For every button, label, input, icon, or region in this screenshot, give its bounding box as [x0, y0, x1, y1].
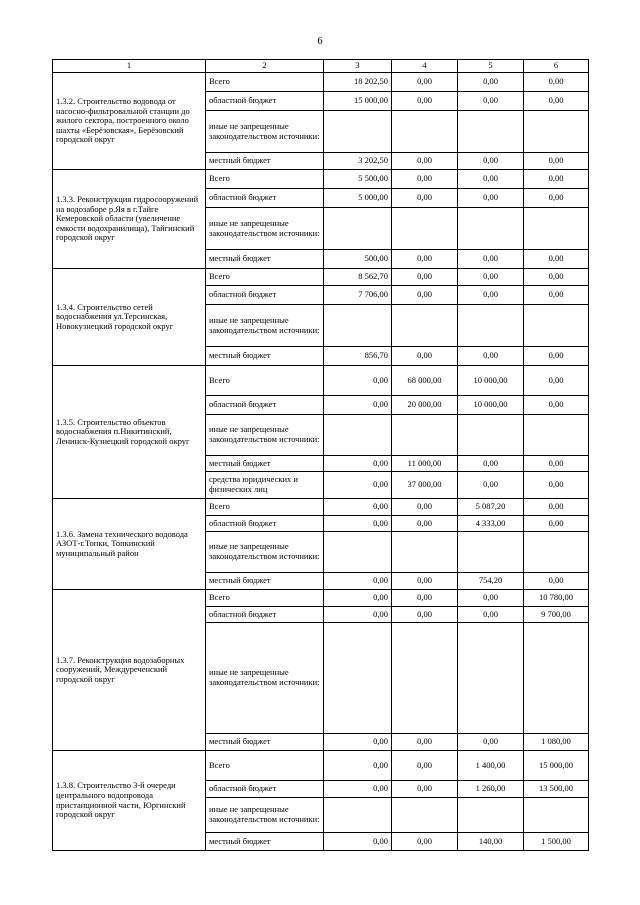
amount-cell: 0,00: [392, 286, 458, 305]
amount-cell: [458, 305, 524, 347]
amount-cell: [324, 623, 392, 734]
amount-cell: 0,00: [458, 734, 524, 751]
project-title: 1.3.5. Строительство объектов водоснабжения п.Никитинский, Ленинск-Кузнецкий городской округ: [53, 366, 206, 499]
amount-cell: 0,00: [458, 286, 524, 305]
amount-cell: 0,00: [392, 153, 458, 170]
amount-cell: [324, 532, 392, 573]
funding-source-cell: областной бюджет: [206, 607, 324, 623]
amount-cell: 0,00: [458, 269, 524, 286]
amount-cell: 0,00: [324, 456, 392, 472]
amount-cell: 3 202,50: [324, 153, 392, 170]
amount-cell: [524, 798, 589, 833]
amount-cell: 0,00: [324, 396, 392, 415]
amount-cell: 0,00: [524, 456, 589, 472]
amount-cell: [524, 111, 589, 153]
amount-cell: 0,00: [324, 516, 392, 532]
amount-cell: 0,00: [392, 250, 458, 269]
amount-cell: 0,00: [524, 347, 589, 366]
amount-cell: [524, 623, 589, 734]
amount-cell: [392, 623, 458, 734]
funding-source-cell: местный бюджет: [206, 573, 324, 590]
funding-source-cell: иные не запрещенные законодательством источники:: [206, 111, 324, 153]
column-number-header: 3: [324, 60, 392, 73]
project-title: 1.3.8. Строительство 3-й очереди центрального водопровода пристанционной части, Юргинский городской округ: [53, 751, 206, 851]
amount-cell: 20 000,00: [392, 396, 458, 415]
amount-cell: 1 400,00: [458, 751, 524, 781]
amount-cell: 0,00: [324, 751, 392, 781]
project-title: 1.3.4. Строительство сетей водоснабжения ул.Терсинская, Новокузнецкий городской округ: [53, 269, 206, 366]
project-title: 1.3.2. Строительство водовода от насосно-фильтровальной станции до жилого сектора, построенного около шахты «Берёзовская», Берёзовский городской округ: [53, 73, 206, 170]
page-number: 6: [317, 36, 323, 47]
amount-cell: 0,00: [324, 607, 392, 623]
funding-source-cell: Всего: [206, 170, 324, 189]
amount-cell: 0,00: [324, 366, 392, 396]
funding-source-cell: областной бюджет: [206, 286, 324, 305]
amount-cell: 11 000,00: [392, 456, 458, 472]
amount-cell: [392, 798, 458, 833]
funding-source-cell: Всего: [206, 590, 324, 607]
amount-cell: [524, 208, 589, 250]
amount-cell: 0,00: [324, 833, 392, 851]
funding-source-cell: областной бюджет: [206, 396, 324, 415]
table-row: [53, 751, 589, 781]
amount-cell: 68 000,00: [392, 366, 458, 396]
funding-source-cell: областной бюджет: [206, 516, 324, 532]
amount-cell: 5 087,20: [458, 499, 524, 516]
amount-cell: 0,00: [524, 92, 589, 111]
amount-cell: [392, 208, 458, 250]
funding-source-cell: областной бюджет: [206, 781, 324, 798]
column-number-header: 4: [392, 60, 458, 73]
amount-cell: 0,00: [392, 269, 458, 286]
amount-cell: 0,00: [392, 92, 458, 111]
amount-cell: [392, 111, 458, 153]
amount-cell: [392, 415, 458, 456]
amount-cell: 0,00: [392, 170, 458, 189]
amount-cell: 9 700,00: [524, 607, 589, 623]
project-title: 1.3.3. Реконструкция гидросооружений на водозаборе р.Яя в г.Тайге Кемеровской области (увеличение емкости водохранилища), Тайгинский городской округ: [53, 170, 206, 269]
amount-cell: 0,00: [524, 499, 589, 516]
funding-source-cell: местный бюджет: [206, 734, 324, 751]
funding-source-cell: местный бюджет: [206, 456, 324, 472]
funding-source-cell: Всего: [206, 499, 324, 516]
amount-cell: 0,00: [392, 189, 458, 208]
table-row: [53, 590, 589, 607]
funding-source-cell: местный бюджет: [206, 833, 324, 851]
project-title: 1.3.6. Замена технического водовода АЗОТ-г.Топки, Топкинский муниципальный район: [53, 499, 206, 590]
amount-cell: [458, 415, 524, 456]
amount-cell: 0,00: [458, 347, 524, 366]
funding-source-cell: местный бюджет: [206, 153, 324, 170]
amount-cell: 1 500,00: [524, 833, 589, 851]
amount-cell: 15 000,00: [524, 751, 589, 781]
amount-cell: 0,00: [524, 366, 589, 396]
amount-cell: [324, 305, 392, 347]
funding-source-cell: областной бюджет: [206, 189, 324, 208]
funding-source-cell: Всего: [206, 366, 324, 396]
amount-cell: 0,00: [392, 590, 458, 607]
amount-cell: 4 333,00: [458, 516, 524, 532]
amount-cell: 18 202,50: [324, 73, 392, 92]
funding-source-cell: иные не запрещенные законодательством источники:: [206, 532, 324, 573]
amount-cell: 0,00: [524, 573, 589, 590]
amount-cell: 0,00: [458, 73, 524, 92]
amount-cell: [392, 305, 458, 347]
funding-source-cell: местный бюджет: [206, 250, 324, 269]
amount-cell: 0,00: [458, 250, 524, 269]
amount-cell: 0,00: [324, 573, 392, 590]
funding-source-cell: иные не запрещенные законодательством источники:: [206, 798, 324, 833]
table-row: [53, 73, 589, 92]
amount-cell: 0,00: [324, 781, 392, 798]
amount-cell: 0,00: [458, 472, 524, 499]
amount-cell: [524, 415, 589, 456]
table-row: [53, 366, 589, 396]
budget-table: [52, 59, 589, 851]
amount-cell: 13 500,00: [524, 781, 589, 798]
funding-source-cell: областной бюджет: [206, 92, 324, 111]
funding-source-cell: иные не запрещенные законодательством источники:: [206, 208, 324, 250]
amount-cell: 0,00: [458, 92, 524, 111]
amount-cell: 0,00: [324, 472, 392, 499]
amount-cell: [324, 208, 392, 250]
amount-cell: [324, 111, 392, 153]
amount-cell: 10 780,00: [524, 590, 589, 607]
amount-cell: [458, 208, 524, 250]
amount-cell: 0,00: [392, 734, 458, 751]
amount-cell: 37 000,00: [392, 472, 458, 499]
amount-cell: 0,00: [524, 269, 589, 286]
amount-cell: 5 500,00: [324, 170, 392, 189]
amount-cell: 0,00: [392, 499, 458, 516]
amount-cell: [392, 532, 458, 573]
column-number-header: 5: [458, 60, 524, 73]
amount-cell: [324, 415, 392, 456]
funding-source-cell: средства юридических и физических лиц: [206, 472, 324, 499]
table-row: [53, 269, 589, 286]
column-number-header: 6: [524, 60, 589, 73]
amount-cell: 0,00: [458, 189, 524, 208]
amount-cell: 0,00: [324, 734, 392, 751]
amount-cell: 856,70: [324, 347, 392, 366]
amount-cell: 0,00: [458, 590, 524, 607]
amount-cell: 0,00: [524, 396, 589, 415]
amount-cell: 0,00: [392, 607, 458, 623]
amount-cell: 500,00: [324, 250, 392, 269]
amount-cell: 0,00: [392, 781, 458, 798]
amount-cell: [458, 111, 524, 153]
amount-cell: 0,00: [524, 250, 589, 269]
funding-source-cell: Всего: [206, 73, 324, 92]
amount-cell: 8 562,70: [324, 269, 392, 286]
amount-cell: 0,00: [458, 153, 524, 170]
table-row: [53, 499, 589, 516]
amount-cell: [524, 305, 589, 347]
funding-source-cell: местный бюджет: [206, 347, 324, 366]
column-number-header: 2: [206, 60, 324, 73]
amount-cell: 10 000,00: [458, 396, 524, 415]
amount-cell: 0,00: [524, 189, 589, 208]
amount-cell: 0,00: [392, 347, 458, 366]
project-title: 1.3.7. Реконструкция водозаборных сооружений, Междуреченский городской округ: [53, 590, 206, 751]
amount-cell: 0,00: [524, 170, 589, 189]
amount-cell: 7 706,00: [324, 286, 392, 305]
funding-source-cell: иные не запрещенные законодательством источники:: [206, 415, 324, 456]
funding-source-cell: иные не запрещенные законодательством источники:: [206, 623, 324, 734]
column-number-header: 1: [53, 60, 206, 73]
amount-cell: 0,00: [324, 590, 392, 607]
amount-cell: 0,00: [458, 607, 524, 623]
funding-source-cell: Всего: [206, 269, 324, 286]
amount-cell: 0,00: [458, 170, 524, 189]
amount-cell: 754,20: [458, 573, 524, 590]
amount-cell: 0,00: [524, 73, 589, 92]
amount-cell: [458, 532, 524, 573]
amount-cell: 0,00: [324, 499, 392, 516]
amount-cell: 0,00: [392, 833, 458, 851]
amount-cell: 15 000,00: [324, 92, 392, 111]
amount-cell: 0,00: [392, 573, 458, 590]
amount-cell: [458, 623, 524, 734]
funding-source-cell: Всего: [206, 751, 324, 781]
table-row: [53, 170, 589, 189]
amount-cell: 1 080,00: [524, 734, 589, 751]
column-number-row: [53, 60, 589, 73]
amount-cell: 0,00: [524, 286, 589, 305]
amount-cell: 0,00: [392, 516, 458, 532]
amount-cell: [324, 798, 392, 833]
amount-cell: [458, 798, 524, 833]
amount-cell: 0,00: [392, 751, 458, 781]
amount-cell: 10 000,00: [458, 366, 524, 396]
amount-cell: 140,00: [458, 833, 524, 851]
amount-cell: 0,00: [524, 516, 589, 532]
amount-cell: 0,00: [458, 456, 524, 472]
funding-source-cell: иные не запрещенные законодательством источники:: [206, 305, 324, 347]
amount-cell: [524, 532, 589, 573]
amount-cell: 1 260,00: [458, 781, 524, 798]
amount-cell: 0,00: [392, 73, 458, 92]
amount-cell: 0,00: [524, 153, 589, 170]
amount-cell: 5 000,00: [324, 189, 392, 208]
amount-cell: 0,00: [524, 472, 589, 499]
